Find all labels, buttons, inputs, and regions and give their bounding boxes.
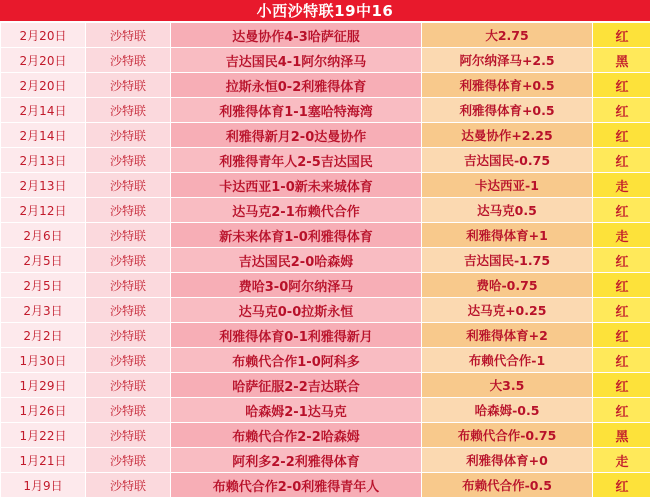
cell-result: 红	[593, 198, 650, 223]
table-row	[1, 448, 650, 473]
cell-handicap: 达马克0.5	[422, 198, 593, 223]
cell-date: 1月26日	[1, 398, 86, 423]
cell-match: 利雅得体育1-1塞哈特海湾	[171, 98, 422, 123]
cell-date: 2月12日	[1, 198, 86, 223]
cell-handicap: 吉达国民-1.75	[422, 248, 593, 273]
cell-result: 走	[593, 223, 650, 248]
page-title: 小西沙特联19中16	[0, 0, 650, 22]
cell-result: 黑	[593, 48, 650, 73]
cell-league: 沙特联	[86, 298, 171, 323]
cell-date: 1月22日	[1, 423, 86, 448]
cell-handicap: 卡达西亚-1	[422, 173, 593, 198]
table-row	[1, 148, 650, 173]
cell-handicap: 达马克+0.25	[422, 298, 593, 323]
table-row	[1, 48, 650, 73]
cell-match: 阿利多2-2利雅得体育	[171, 448, 422, 473]
cell-league: 沙特联	[86, 123, 171, 148]
cell-result: 走	[593, 448, 650, 473]
cell-result: 红	[593, 348, 650, 373]
cell-date: 2月5日	[1, 273, 86, 298]
table-row	[1, 173, 650, 198]
cell-result: 红	[593, 373, 650, 398]
cell-handicap: 大2.75	[422, 23, 593, 48]
cell-handicap: 吉达国民-0.75	[422, 148, 593, 173]
cell-handicap: 利雅得体育+0	[422, 448, 593, 473]
cell-league: 沙特联	[86, 248, 171, 273]
cell-match: 拉斯永恒0-2利雅得体育	[171, 73, 422, 98]
cell-match: 费哈3-0阿尔纳泽马	[171, 273, 422, 298]
cell-handicap: 利雅得体育+0.5	[422, 73, 593, 98]
cell-result: 红	[593, 273, 650, 298]
table-body	[1, 23, 650, 498]
table-row	[1, 323, 650, 348]
cell-match: 吉达国民2-0哈森姆	[171, 248, 422, 273]
cell-league: 沙特联	[86, 148, 171, 173]
cell-match: 布赖代合作2-0利雅得青年人	[171, 473, 422, 498]
cell-date: 1月29日	[1, 373, 86, 398]
cell-date: 2月3日	[1, 298, 86, 323]
table-row	[1, 373, 650, 398]
cell-handicap: 哈森姆-0.5	[422, 398, 593, 423]
cell-date: 1月30日	[1, 348, 86, 373]
table-row	[1, 73, 650, 98]
cell-result: 红	[593, 473, 650, 498]
cell-result: 黑	[593, 423, 650, 448]
table-row	[1, 298, 650, 323]
table-row	[1, 198, 650, 223]
cell-handicap: 费哈-0.75	[422, 273, 593, 298]
cell-result: 红	[593, 23, 650, 48]
cell-league: 沙特联	[86, 23, 171, 48]
cell-league: 沙特联	[86, 198, 171, 223]
cell-league: 沙特联	[86, 273, 171, 298]
cell-match: 利雅得新月2-0达曼协作	[171, 123, 422, 148]
cell-result: 走	[593, 173, 650, 198]
table-row	[1, 123, 650, 148]
cell-handicap: 布赖代合作-0.75	[422, 423, 593, 448]
cell-league: 沙特联	[86, 398, 171, 423]
cell-league: 沙特联	[86, 73, 171, 98]
cell-result: 红	[593, 323, 650, 348]
match-results-table	[0, 22, 650, 498]
cell-handicap: 利雅得体育+0.5	[422, 98, 593, 123]
cell-result: 红	[593, 98, 650, 123]
cell-league: 沙特联	[86, 373, 171, 398]
cell-match: 达马克0-0拉斯永恒	[171, 298, 422, 323]
cell-match: 达曼协作4-3哈萨征服	[171, 23, 422, 48]
table-row	[1, 98, 650, 123]
cell-date: 2月6日	[1, 223, 86, 248]
cell-league: 沙特联	[86, 423, 171, 448]
cell-match: 利雅得体育0-1利雅得新月	[171, 323, 422, 348]
cell-league: 沙特联	[86, 173, 171, 198]
cell-handicap: 大3.5	[422, 373, 593, 398]
cell-date: 1月9日	[1, 473, 86, 498]
cell-date: 2月20日	[1, 73, 86, 98]
cell-date: 2月14日	[1, 98, 86, 123]
table-row	[1, 473, 650, 498]
cell-result: 红	[593, 123, 650, 148]
cell-date: 2月13日	[1, 173, 86, 198]
table-row	[1, 348, 650, 373]
cell-result: 红	[593, 248, 650, 273]
cell-match: 利雅得青年人2-5吉达国民	[171, 148, 422, 173]
cell-match: 达马克2-1布赖代合作	[171, 198, 422, 223]
cell-handicap: 布赖代合作-0.5	[422, 473, 593, 498]
cell-match: 哈森姆2-1达马克	[171, 398, 422, 423]
table-row	[1, 223, 650, 248]
cell-result: 红	[593, 148, 650, 173]
cell-match: 哈萨征服2-2吉达联合	[171, 373, 422, 398]
cell-date: 2月2日	[1, 323, 86, 348]
cell-match: 布赖代合作2-2哈森姆	[171, 423, 422, 448]
cell-date: 2月20日	[1, 48, 86, 73]
cell-handicap: 布赖代合作-1	[422, 348, 593, 373]
cell-result: 红	[593, 73, 650, 98]
table-row	[1, 273, 650, 298]
cell-league: 沙特联	[86, 98, 171, 123]
cell-handicap: 利雅得体育+2	[422, 323, 593, 348]
cell-league: 沙特联	[86, 323, 171, 348]
cell-league: 沙特联	[86, 448, 171, 473]
cell-match: 卡达西亚1-0新未来城体育	[171, 173, 422, 198]
cell-league: 沙特联	[86, 223, 171, 248]
cell-league: 沙特联	[86, 473, 171, 498]
cell-result: 红	[593, 398, 650, 423]
cell-date: 2月20日	[1, 23, 86, 48]
cell-date: 1月21日	[1, 448, 86, 473]
cell-date: 2月5日	[1, 248, 86, 273]
cell-handicap: 达曼协作+2.25	[422, 123, 593, 148]
table-row	[1, 23, 650, 48]
cell-league: 沙特联	[86, 348, 171, 373]
table-row	[1, 248, 650, 273]
cell-match: 新未来体育1-0利雅得体育	[171, 223, 422, 248]
table-row	[1, 423, 650, 448]
cell-match: 布赖代合作1-0阿科多	[171, 348, 422, 373]
table-row	[1, 398, 650, 423]
cell-league: 沙特联	[86, 48, 171, 73]
cell-result: 红	[593, 298, 650, 323]
cell-date: 2月13日	[1, 148, 86, 173]
cell-handicap: 阿尔纳泽马+2.5	[422, 48, 593, 73]
cell-date: 2月14日	[1, 123, 86, 148]
cell-handicap: 利雅得体育+1	[422, 223, 593, 248]
cell-match: 吉达国民4-1阿尔纳泽马	[171, 48, 422, 73]
